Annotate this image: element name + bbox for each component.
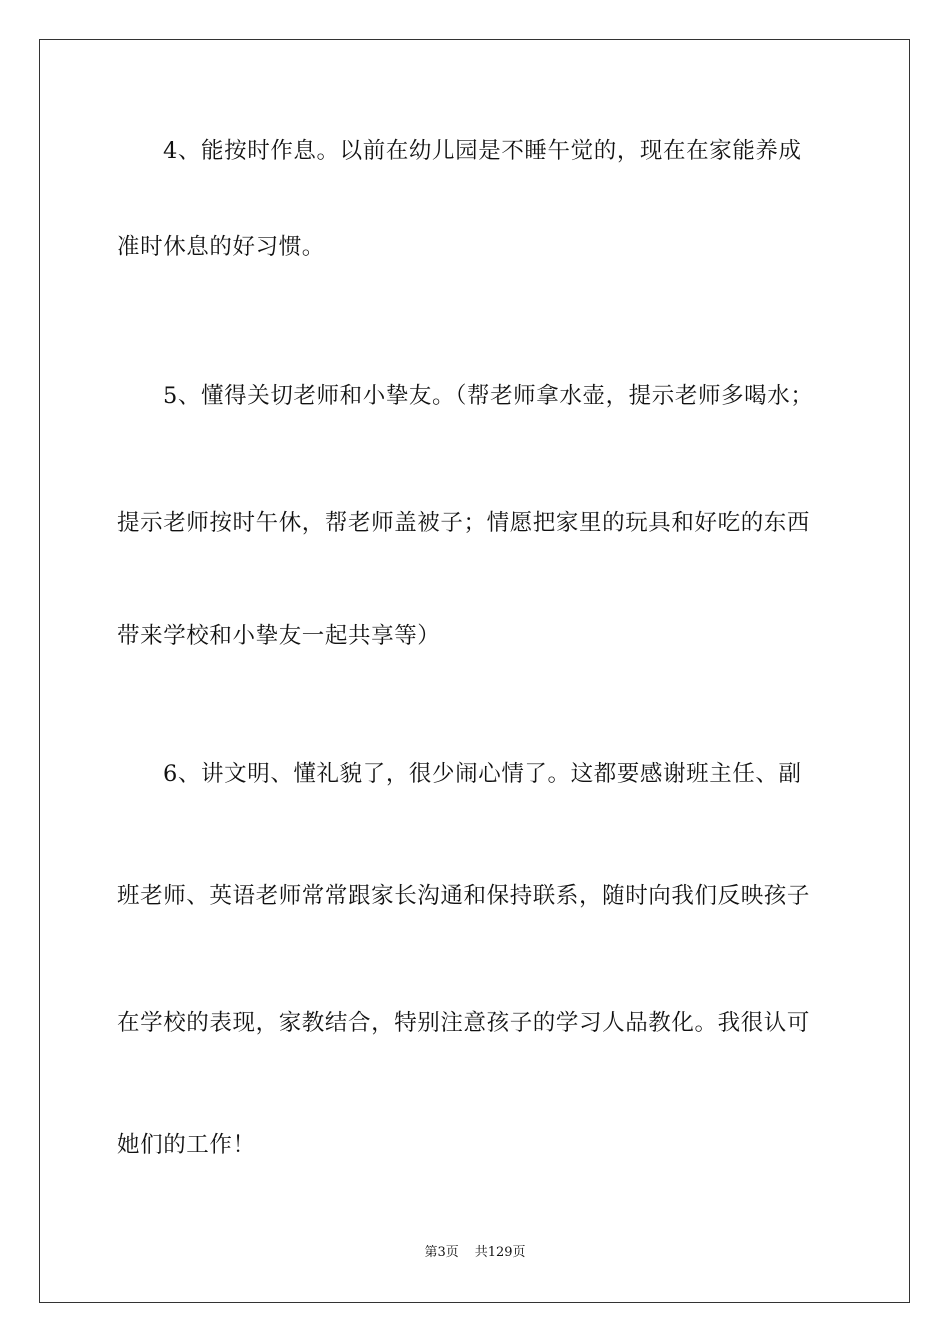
paragraph-4-line-1: 4、能按时作息。以前在幼儿园是不睡午觉的，现在在家能养成 [163, 138, 802, 164]
page-frame [39, 39, 910, 1303]
total-page-count: 共129页 [474, 1245, 526, 1260]
paragraph-5-line-1: 5、懂得关切老师和小挚友。（帮老师拿水壶，提示老师多喝水； [163, 383, 814, 409]
paragraph-6-line-1: 6、讲文明、懂礼貌了，很少闹心情了。这都要感谢班主任、副 [163, 761, 802, 787]
paragraph-4-line-2: 准时休息的好习惯。 [117, 234, 325, 260]
paragraph-6-line-2: 班老师、英语老师常常跟家长沟通和保持联系，随时向我们反映孩子 [117, 883, 811, 909]
paragraph-5-line-3: 带来学校和小挚友一起共享等） [117, 623, 441, 649]
paragraph-5-line-2: 提示老师按时午休，帮老师盖被子；情愿把家里的玩具和好吃的东西 [117, 510, 811, 536]
page-footer [0, 1244, 950, 1262]
current-page-number: 第3页 [424, 1245, 459, 1260]
paragraph-6-line-3: 在学校的表现，家教结合，特别注意孩子的学习人品教化。我很认可 [117, 1010, 811, 1036]
paragraph-6-line-4: 她们的工作！ [117, 1132, 256, 1158]
